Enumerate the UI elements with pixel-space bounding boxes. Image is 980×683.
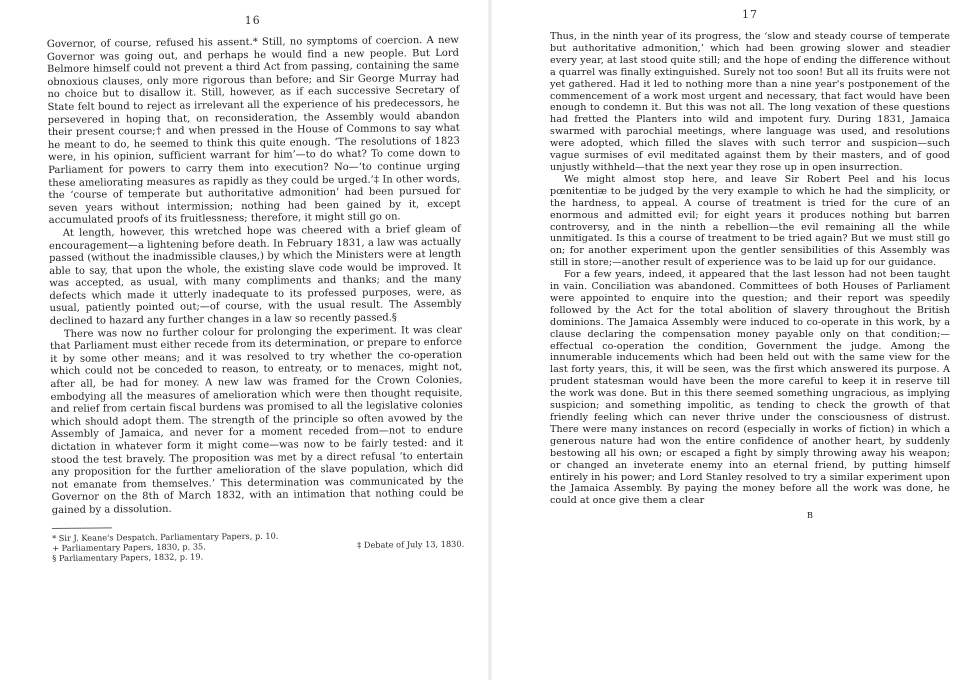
signature-mark: B (807, 511, 813, 521)
page-number-right: 17 (742, 8, 758, 21)
footnote-1: * Sir J. Keane's Despatch. Parliamentary Papers, p. 10. (52, 530, 279, 543)
right-paragraph-2: We might almost stop here, and leave Sir Robert Peel and his locus pœnitentiæ to be judged by the very example to which he had the simplicity, or the hardness, to appeal. A course of treatment is tried for the cure of an enormous and admitted evil; for eight years it produces nothing but barren controversy, and in the ninth a rebellion—the evil remaining all the while unmitigated. Is this a course of treatment to be tried again? But we must still go on; for another experiment upon the gentler sensibilities of this Assembly was still in store;—another result of experience was to be laid up for our guidance. (550, 173, 950, 269)
left-paragraph-3: There was now no further colour for prolonging the experiment. It was clear that Parliament must either recede from its determination, or prepare to enforce it by some other means; and it was resolved to try whether the co-operation which could not be conceded to reason, to entreaty, or to menaces, might not, after all, be had for money. A new law was framed for the Crown Colonies, embodying all the measures of amelioration which were then thought requisite, and relief from certain fiscal burdens was promised to all the legislative colonies which should adopt them. The strength of the principle so often avowed by the Assembly of Jamaica, and never for a moment receded from—not to endure dictation in whatever form it might come—was now to be fairly tested: and it stood the test bravely. The proposition was met by a direct refusal ‘to entertain any proposition for the further amelioration of the slave population, which did not emanate from themselves.’ This determination was communicated by the Governor on the 8th of March 1832, with an intimation that nothing could be gained by a dissolution. (50, 324, 464, 517)
right-page (490, 0, 980, 680)
footnotes (52, 523, 464, 562)
left-paragraph-1: Governor, of course, refused his assent.* Still, no symptoms of coercion. A new Governor was going out, and perhaps he would find a new people. But Lord Belmore himself could not prevent a third Act from passing, containing the same obnoxious clauses, only more rigorous than before; and Sir George Murray had no choice but to disallow it. Still, however, as if each successive Secretary of State felt bound to reject as irrelevant all the experience of his predecessors, he persevered in hoping that, on reconsideration, the Assembly would abandon their present course;† and when pressed in the House of Commons to say what he meant to do, he seemed to think this quite enough. ‘The resolutions of 1823 were, in his opinion, sufficient warrant for him’—to do what? To come down to Parliament for powers to carry them into execution? No—‘to continue urging these ameliorating measures as rapidly as they could be urged.’‡ In other words, the ‘course of temperate but authoritative admonition’ had been pursued for seven years without intermission; nothing had been gained by it, except accumulated proofs of its fruitlessness; therefore, it might still go on. (46, 34, 461, 227)
footnote-2: + Parliamentary Papers, 1830, p. 35. (52, 540, 206, 553)
left-paragraph-2: At length, however, this wretched hope was cheered with a brief gleam of encouragement—a lightening before death. In February 1831, a law was actually passed (without the inadmissible clauses,) by which the Ministers were at length able to say, that upon the whole, the existing slave code would be improved. It was accepted, as usual, with many compliments and thanks; and the many defects which made it utterly inadequate to its professed purposes, were, as usual, patiently pointed out;—of course, with the usual result. The Assembly declined to hazard any further changes in a law so recently passed.§ (48, 223, 462, 328)
footnote-3: ‡ Debate of July 13, 1830. (357, 538, 465, 550)
page-number-left: 16 (244, 13, 261, 27)
right-paragraph-1: Thus, in the ninth year of its progress, the ‘slow and steady course of temperate but authoritative admonition,’ which had been growing slower and steadier every year, at last stood quite still; and the hope of ending the difference without a quarrel was finally extinguished. Surely not too soon! But all its fruits were not yet gathered. Had it led to nothing more than a nine year's postponement of the commencement of a work most urgent and necessary, that fact would have been enough to condemn it. But this was not all. The long vexation of these questions had fretted the Planters into wild and impotent fury. During 1831, Jamaica swarmed with parochial meetings, where language was used, and resolutions were adopted, which filled the slaves with such terror and suspicion—such vague surmises of evil meditated against them by their masters, and of good unjustly withheld—that the next year they rose up in open insurrection. (550, 31, 950, 173)
footnote-rule (52, 527, 112, 529)
right-paragraph-3: For a few years, indeed, it appeared that the last lesson had not been taught in vain. Conciliation was abandoned. Committees of both Houses of Parliament were appointed to enquire into the question; and their report was speedily followed by the Act for the total abolition of slavery throughout the British dominions. The Jamaica Assembly were induced to co-operate in this work, by a clause declaring the compensation money payable only on that condition;—effectual co-operation the condition, Government the judge. Among the innumerable inducements which had been held out with the same view for the last forty years, this, it will be seen, was the first which answered its purpose. A prudent statesman would have been the more careful to keep it in reserve till the work was done. But in this there seemed something ungracious, as implying suspicion; and something impolitic, as tending to check the growth of that friendly feeling which can never thrive under the consciousness of distrust. There were many instances on record (especially in works of fiction) in which a generous nature had won the entire confidence of another heart, by suddenly bestowing all his own; or escaped a fight by simply throwing away his weapon; or changed an inveterate enemy into an eternal friend, by putting himself entirely in his power; and Lord Stanley resolved to try a similar experiment upon the Jamaica Assembly. By paying the money before all the work was done, he could at once give them a clear (550, 269, 950, 507)
footnote-4: § Parliamentary Papers, 1832, p. 19. (52, 551, 204, 563)
